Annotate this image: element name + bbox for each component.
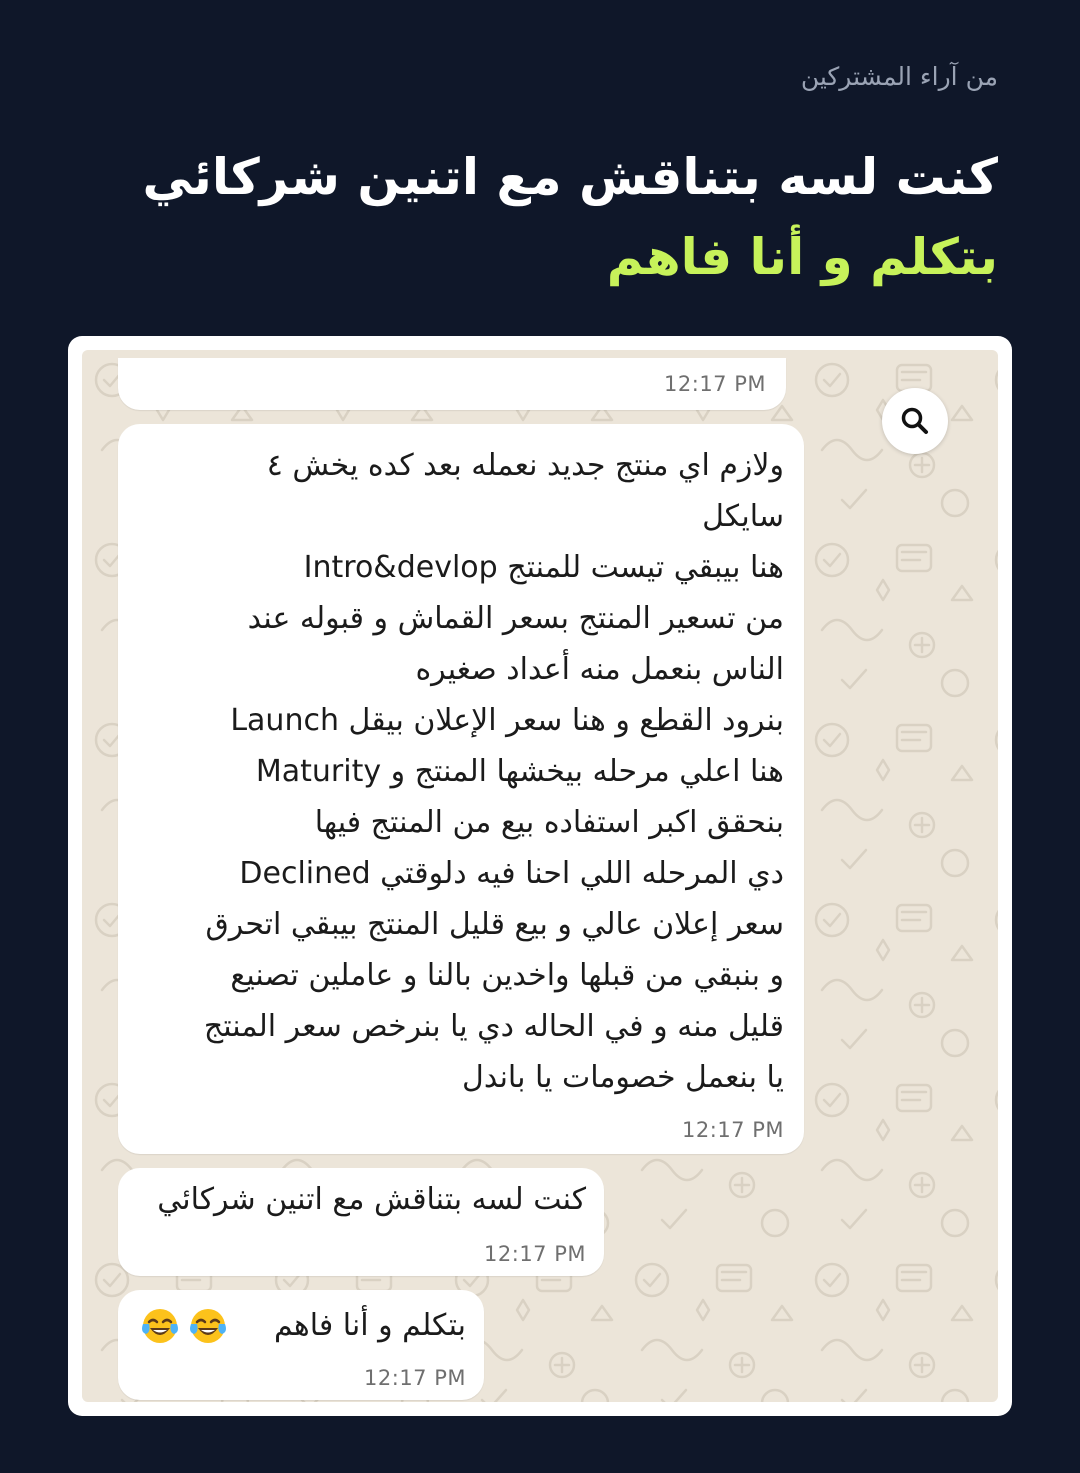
message-bubble-previous	[118, 358, 786, 410]
search-icon	[899, 405, 931, 437]
emoji-group	[140, 1306, 228, 1346]
message-time: 12:17 PM	[664, 372, 766, 396]
testimonial-eyebrow: من آراء المشتركين	[800, 62, 998, 91]
chat-search-button[interactable]	[882, 388, 948, 454]
headline-line-1: كنت لسه بتناقش مع اتنين شركائي	[142, 148, 998, 206]
headline-line-2: بتكلم و أنا فاهم	[606, 228, 998, 286]
message-bubble-understanding	[118, 1290, 484, 1400]
message-text: كنت لسه بتناقش مع اتنين شركائي	[157, 1182, 586, 1217]
message-time: 12:17 PM	[682, 1118, 784, 1142]
chat-screenshot-card	[68, 336, 1012, 1416]
message-time: 12:17 PM	[364, 1366, 466, 1390]
message-text: ولازم اي منتج جديد نعمله بعد كده يخش ٤ سايكل هنا بيبقي تيست للمنتج Intro&devlop من تسعير المنتج بسعر القماش و قبوله عند الناس بنعمل منه أعداد صغيره بنرود القطع و هنا سعر الإعلان بيقل Launch هنا اعلي مرحله بيخشها المنتج و Maturity بنحقق اكبر استفاده بيع من المنتج فيها دي المرحله اللي احنا فيه دلوقتي Declined سعر إعلان عالي و بيع قليل المنتج بيبقي اتحرق و بنبقي من قبلها واخدين بالنا و عاملين تصنيع قليل منه و في الحاله دي يا بنرخص سعر المنتج يا بنعمل خصومات يا باندل	[203, 448, 784, 1095]
message-bubble-partners	[118, 1168, 604, 1276]
message-time: 12:17 PM	[484, 1242, 586, 1266]
tears-of-joy-emoji-icon	[140, 1306, 180, 1346]
tears-of-joy-emoji-icon	[188, 1306, 228, 1346]
chat-window	[82, 350, 998, 1402]
message-text: بتكلم و أنا فاهم	[273, 1308, 466, 1343]
message-bubble-product-lifecycle	[118, 424, 804, 1154]
